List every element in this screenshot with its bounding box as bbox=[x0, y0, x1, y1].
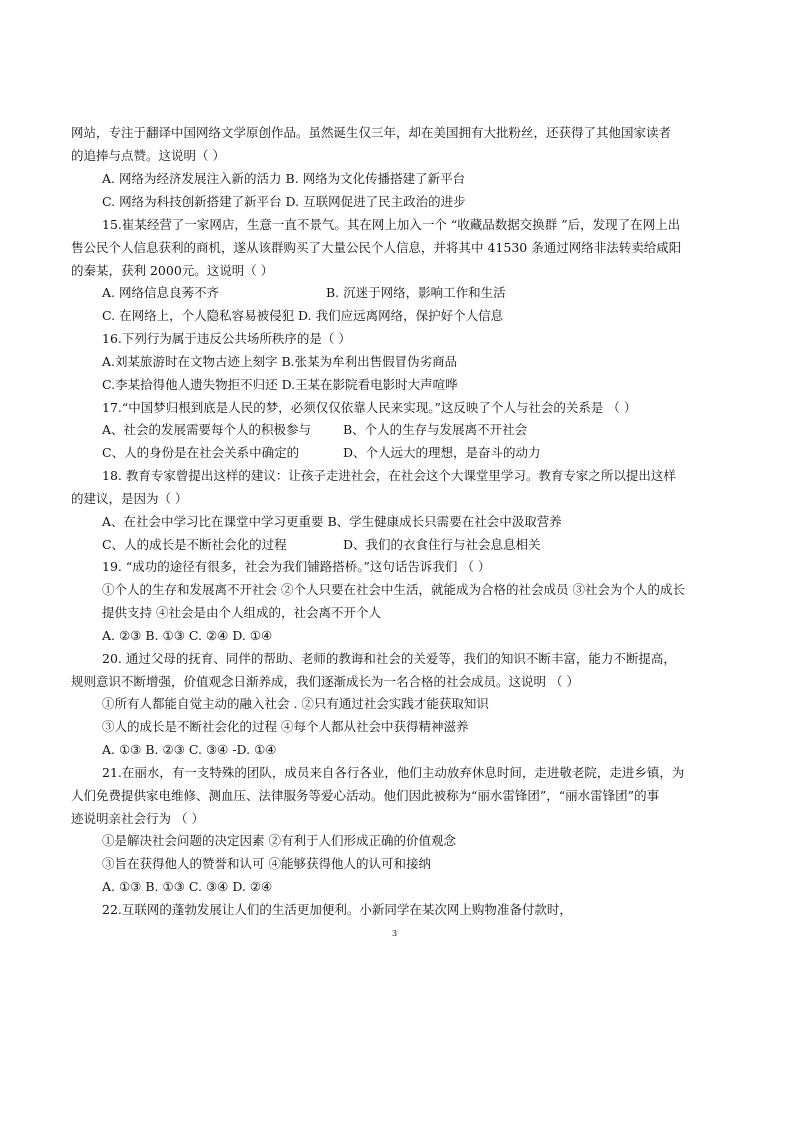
text-line: C、人的身份是在社会关系中确定的 bbox=[102, 445, 300, 460]
text-line: C、人的成长是不断社会化的过程 bbox=[102, 537, 287, 552]
text-line: B. 沉迷于网络，影响工作和生活 bbox=[326, 285, 506, 300]
text-line: ①所有人都能自觉主动的融入社会 . ②只有通过社会实践才能获取知识 bbox=[102, 696, 489, 711]
text-line: 网站，专注于翻译中国网络文学原创作品。虽然诞生仅三年，却在美国拥有大批粉丝，还获得了其他国家读者 bbox=[71, 125, 672, 140]
text-line: 18. 教育专家曾提出这样的建议：让孩子走进社会，在社会这个大课堂里学习。教育专家之所以提出这样 bbox=[102, 468, 676, 483]
text-line: ③人的成长是不断社会化的过程 ④每个人都从社会中获得精神滋养 bbox=[102, 719, 469, 734]
text-line: A、在社会中学习比在课堂中学习更重要 B、学生健康成长只需要在社会中汲取营养 bbox=[102, 514, 562, 529]
text-line: 迹说明亲社会行为 （ ） bbox=[71, 811, 204, 826]
text-line: 17.“中国梦归根到底是人民的梦，必须仅仅依靠人民来实现。”这反映了个人与社会的关系是 （ ） bbox=[102, 400, 637, 415]
text-line: 20. 通过父母的抚育、同伴的帮助、老师的教诲和社会的关爱等，我们的知识不断丰富，能力不断提高， bbox=[102, 651, 676, 666]
text-line: D、个人远大的理想，是奋斗的动力 bbox=[343, 445, 541, 460]
text-line: B、个人的生存与发展离不开社会 bbox=[343, 422, 528, 437]
text-line: 人们免费提供家电维修、测血压、法律服务等爱心活动。他们因此被称为“丽水雷锋团”，“丽水雷锋团”的事 bbox=[71, 788, 660, 803]
text-line: A、社会的发展需要每个人的积极参与 bbox=[102, 422, 312, 437]
text-line: D、我们的衣食住行与社会息息相关 bbox=[343, 537, 541, 552]
text-line: 15.崔某经营了一家网店，生意一直不景气。其在网上加入一个 “收藏品数据交换群 ”后，发现了在网上出 bbox=[102, 217, 681, 232]
text-line: ①是解决社会问题的决定因素 ②有利于人们形成正确的价值观念 bbox=[102, 833, 456, 848]
text-line: A. ②③ B. ①③ C. ②④ D. ①④ bbox=[102, 628, 273, 643]
text-line: 规则意识不断增强，价值观念日渐养成，我们逐渐成长为一名合格的社会成员。这说明 （ ） bbox=[71, 674, 579, 689]
text-line: C. 网络为科技创新搭建了新平台 D. 互联网促进了民主政治的进步 bbox=[102, 194, 466, 209]
text-line: A.刘某旅游时在文物古迹上刻字 B.张某为牟利出售假冒伪劣商品 bbox=[102, 354, 458, 369]
page-number: 3 bbox=[392, 929, 398, 938]
text-line: A. 网络为经济发展注入新的活力 B. 网络为文化传播搭建了新平台 bbox=[102, 171, 466, 186]
text-line: 22.互联网的蓬勃发展让人们的生活更加便利。小新同学在某次网上购物准备付款时， bbox=[102, 902, 572, 917]
text-line: 16.下列行为属于违反公共场所秩序的是（ ） bbox=[102, 331, 351, 346]
text-line: A. ①③ B. ②③ C. ③④ -D. ①④ bbox=[102, 742, 277, 757]
text-line: 21.在丽水，有一支特殊的团队，成员来自各行各业，他们主动放弃休息时间，走进敬老院，走进乡镇，为 bbox=[102, 765, 685, 780]
text-line: 的追捧与点赞。这说明（ ） bbox=[71, 148, 225, 163]
text-line: ①个人的生存和发展离不开社会 ②个人只要在社会中生活，就能成为合格的社会成员 ③社会为个人的成长 bbox=[102, 582, 685, 597]
text-line: A. ①③ B. ①③ C. ③④ D. ②④ bbox=[102, 879, 273, 894]
text-line: ③旨在获得他人的赞誉和认可 ④能够获得他人的认可和接纳 bbox=[102, 856, 431, 871]
text-line: C. 在网络上，个人隐私容易被侵犯 D. 我们应远离网络，保护好个人信息 bbox=[102, 308, 504, 323]
text-line: 19. “成功的途径有很多，社会为我们铺路搭桥。”这句话告诉我们 （ ） bbox=[102, 559, 491, 574]
text-line: 售公民个人信息获利的商机，遂从该群购买了大量公民个人信息，并将其中 41530 条通过网络非法转卖给咸阳 bbox=[71, 240, 682, 255]
text-line: C.李某拾得他人遗失物拒不归还 D.王某在影院看电影时大声喧哗 bbox=[102, 377, 458, 392]
text-line: 的秦某，获利 2000元。这说明（ ） bbox=[71, 263, 274, 278]
text-line: 的建议，是因为（ ） bbox=[71, 491, 188, 506]
text-line: A. 网络信息良莠不齐 bbox=[102, 285, 219, 300]
text-line: 提供支持 ④社会是由个人组成的，社会离不开个人 bbox=[102, 605, 381, 620]
